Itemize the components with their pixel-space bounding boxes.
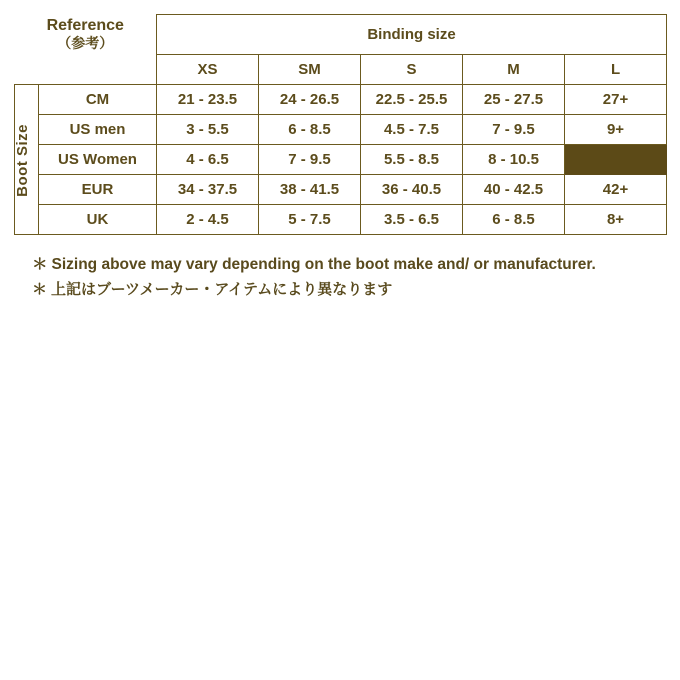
cell-uk-m: 6 - 8.5 bbox=[463, 205, 565, 235]
column-header-sm: SM bbox=[259, 55, 361, 85]
cell-eur-xs: 34 - 37.5 bbox=[157, 175, 259, 205]
cell-usmen-s: 4.5 - 7.5 bbox=[361, 115, 463, 145]
cell-usmen-xs: 3 - 5.5 bbox=[157, 115, 259, 145]
cell-uswomen-sm: 7 - 9.5 bbox=[259, 145, 361, 175]
table-row bbox=[15, 145, 667, 175]
cell-eur-m: 40 - 42.5 bbox=[463, 175, 565, 205]
table-row bbox=[15, 175, 667, 205]
column-header-l: L bbox=[565, 55, 667, 85]
row-label-us-men: US men bbox=[39, 115, 157, 145]
empty-corner-cell bbox=[15, 55, 157, 85]
cell-uk-l: 8+ bbox=[565, 205, 667, 235]
boot-size-axis-label bbox=[15, 85, 39, 235]
cell-usmen-m: 7 - 9.5 bbox=[463, 115, 565, 145]
cell-cm-sm: 24 - 26.5 bbox=[259, 85, 361, 115]
row-label-eur: EUR bbox=[39, 175, 157, 205]
cell-cm-s: 22.5 - 25.5 bbox=[361, 85, 463, 115]
cell-eur-s: 36 - 40.5 bbox=[361, 175, 463, 205]
column-header-s: S bbox=[361, 55, 463, 85]
note-en-text: Sizing above may vary depending on the boot make and/ or manufacturer. bbox=[51, 256, 596, 274]
cell-eur-l: 42+ bbox=[565, 175, 667, 205]
boot-size-axis-text: Boot Size bbox=[14, 123, 31, 197]
cell-eur-sm: 38 - 41.5 bbox=[259, 175, 361, 205]
table-row bbox=[15, 115, 667, 145]
boot-size-table bbox=[14, 14, 667, 235]
cell-cm-m: 25 - 27.5 bbox=[463, 85, 565, 115]
reference-label-en: Reference bbox=[46, 16, 124, 34]
cell-usmen-l: 9+ bbox=[565, 115, 667, 145]
row-label-cm: CM bbox=[39, 85, 157, 115]
cell-uswomen-xs: 4 - 6.5 bbox=[157, 145, 259, 175]
reference-cell bbox=[15, 15, 157, 55]
row-label-uk: UK bbox=[39, 205, 157, 235]
table-row bbox=[15, 205, 667, 235]
row-label-us-women: US Women bbox=[39, 145, 157, 175]
column-header-m: M bbox=[463, 55, 565, 85]
cell-uk-s: 3.5 - 6.5 bbox=[361, 205, 463, 235]
cell-cm-l: 27+ bbox=[565, 85, 667, 115]
table-row bbox=[15, 85, 667, 115]
notes-section bbox=[32, 253, 666, 300]
note-ja bbox=[32, 278, 666, 301]
asterisk-icon: ＊ bbox=[32, 280, 48, 298]
cell-uswomen-m: 8 - 10.5 bbox=[463, 145, 565, 175]
note-en bbox=[32, 253, 666, 277]
cell-uk-xs: 2 - 4.5 bbox=[157, 205, 259, 235]
binding-size-title: Binding size bbox=[157, 15, 667, 55]
reference-label-ja: （参考） bbox=[57, 34, 114, 51]
note-ja-text: 上記はブーツメーカー・アイテムにより異なります bbox=[51, 280, 393, 298]
cell-uswomen-s: 5.5 - 8.5 bbox=[361, 145, 463, 175]
cell-cm-xs: 21 - 23.5 bbox=[157, 85, 259, 115]
cell-uswomen-l-filled bbox=[565, 145, 667, 175]
column-header-xs: XS bbox=[157, 55, 259, 85]
table-header-row-sizes bbox=[15, 55, 667, 85]
table-header-row-title bbox=[15, 15, 667, 55]
cell-usmen-sm: 6 - 8.5 bbox=[259, 115, 361, 145]
asterisk-icon: ＊ bbox=[32, 256, 48, 274]
cell-uk-sm: 5 - 7.5 bbox=[259, 205, 361, 235]
